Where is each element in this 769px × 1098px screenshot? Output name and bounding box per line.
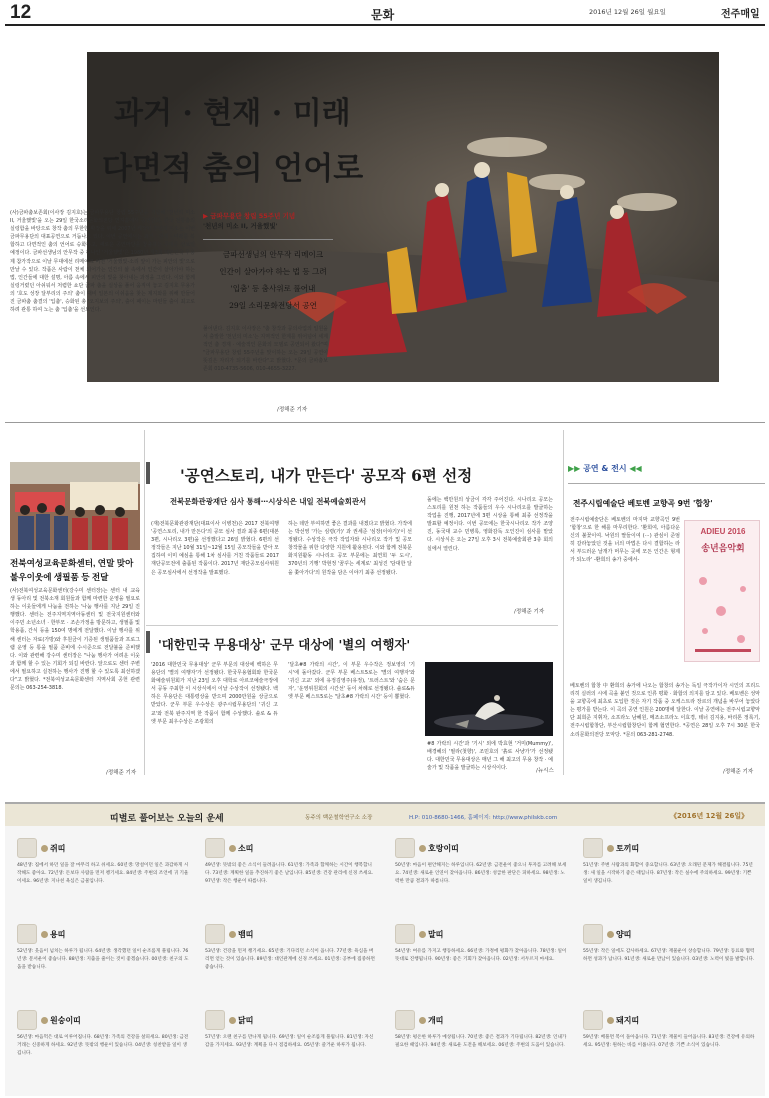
fortune-author: 동주의 백운철학연구소 소장 [305, 815, 373, 821]
section-divider [5, 422, 765, 423]
story4-byline: /정해준 기자 [723, 769, 754, 775]
fortune-sign-pig [583, 1010, 755, 1095]
story3-caption: #8 가락의 시간'과 '기시' 외에 박효현 '거미(Mummy)', 배경혜의 '필라(첫향)', 조민호의 '흙로 사냥가'가 선정됐다. 대한민국 무용대상은 매년 그 해 최고의 무용 창작 · 예술가 및 작품을 발굴하는 시상식이다. [427, 741, 553, 772]
summary-line: 금파선생님의 안무작 리메이크 [222, 250, 324, 259]
section-label-text: 공연 & 전시 [583, 464, 627, 473]
bullet-icon [607, 1017, 614, 1024]
page-number: 12 [10, 2, 32, 23]
main-subhead [203, 211, 333, 231]
sign-text: 58년생: 평온한 하루가 예상됩니다. 70년생: 좋은 결과가 기다립니다. 82년생: 인내가 필요한 때입니다. 94년생: 새로운 도전을 해보세요. 06년생: 주변의 도움이 있습니다. [395, 1035, 567, 1048]
sign-label: 소띠 [238, 844, 254, 853]
sign-label: 돼지띠 [616, 1016, 640, 1025]
pig-icon [583, 1010, 603, 1030]
bullet-icon [229, 845, 236, 852]
fortune-sign-dog [395, 1010, 567, 1095]
left-story-byline: /정해준 기자 [106, 770, 137, 776]
sign-name [607, 1015, 639, 1026]
story2-col1: (재)전북문화관광재단(대표이사 이병천)은 2017 전북여행 '공연스토리, 내가 만든다'의 공모 심사 결과 최종 6편(대본 3편, 시나리오 3편)을 선정했다고 26일 밝혔다. 6편의 선정작들은 지난 10월 31일~12월 15일 공모작들을 받아 모집하여 이미 예심을 통해 1차 심사를 거친 작품들로 2017 재단공모전에 출품된 작품이다. 2017년 재단공모심사위원은 공모심사에서 선정작을 발표했다. [151, 521, 279, 576]
sign-text: 57년생: 오랜 친구를 만나게 됩니다. 69년생: 일이 순조롭게 풀립니다. 81년생: 자신감을 가지세요. 93년생: 계획을 다시 점검하세요. 05년생: 즐거운 하루가 됩니다. [205, 1035, 374, 1048]
sign-name [229, 929, 253, 940]
story2-subhead: 전북문화관광재단 심사 통해⋯시상식은 내일 전북예술회관서 [170, 497, 367, 506]
sign-label: 쥐띠 [50, 844, 66, 853]
sign-name [229, 1015, 253, 1026]
fortune-sign-snake [205, 924, 377, 1009]
header-rule [5, 24, 765, 26]
fortune-sign-rooster [205, 1010, 377, 1095]
main-headline-2: 다면적 춤의 언어로 [102, 151, 364, 187]
section-title: 문화 [371, 8, 395, 22]
left-story-headline: 전북여성교육문화센터, 연말 맞아 불우이웃에 생필품 등 전달 [10, 558, 134, 582]
row-rule [146, 625, 558, 626]
column-rule [563, 430, 564, 775]
story3-headline: '대한민국 무용대상' 군무 대상에 '별의 여행자' [158, 637, 411, 652]
sign-label: 뱀띠 [238, 930, 254, 939]
poster-ornament [685, 561, 760, 661]
left-story-photo [10, 462, 140, 550]
sign-name [41, 929, 65, 940]
main-sidebar-summary [213, 246, 333, 314]
bullet-icon [607, 931, 614, 938]
poster-subtitle: 송년음악회 [701, 544, 745, 554]
main-byline: /정해준 기자 [277, 407, 308, 413]
bullet-icon [419, 931, 426, 938]
story3-photo [425, 662, 553, 736]
main-story-col2: 풀어낸다. 김지호 이사장은 "춤 창작과 공의사업의 일원을 서 출발한 '천년의 미소'는 지역적인 한계를 뛰어넘어 세계적인 춤 경재 · 예술적인 문화의 모델로 공연되어 왔다"며 "금파무용단 창립 55주년을 맞이하는 오는 29일 공연이 뜻깊은 자리가 되기를 바란다"고 밝혔다. *문의 금파춤보존회 010-4735-5606, 010-4655-3227. [203, 326, 328, 373]
story3-byline: /뉴시스 [536, 768, 554, 774]
sign-label: 용띠 [50, 930, 66, 939]
sign-text: 54년생: 여유를 가지고 행동하세요. 66년생: 가정에 평화가 찾아옵니다. 78년생: 일이 뜻대로 진행됩니다. 90년생: 좋은 기회가 찾아옵니다. 02년생: 서두르지 마세요. [395, 949, 567, 962]
story3-col1: '2016 대한민국 무용대상' 군무 부문의 대상에 백하은 무용단의 '별의 여행자'가 선정됐다. 한국무용협회와 한국문화예술위원회가 지난 23일 오후 대학로 아르코예술극장에서 공동 주최한 이 시상식에서 이날 수상작이 선정됐다. 백하은 무용단은 대통령상을 받으며 2000만원을 상금으로 받았다. 군무 부문 우수상은 광주시립무용단의 '귀신 고교'와 전북 완주지역 한 작품이 함께 수상했다. 솔로 & 듀엣 부문 최우수상은 조광희의 [151, 662, 278, 725]
story2-headline: '공연스토리, 내가 만든다' 공모작 6편 선정 [180, 466, 473, 485]
main-headline-1: 과거 · 현재 · 미래 [114, 96, 351, 131]
dance-performance-image [425, 662, 553, 736]
volunteers-image [10, 462, 140, 550]
fortune-sign-monkey [17, 1010, 189, 1095]
story2-col3: 돌에는 백만원의 상금이 각각 주어진다. 시나리오 공모는 스토리를 원천 하는 작품들의 우수 시나리오를 발굴하는 작업을 진행, 2017년에 3편 시상을 통해 최종 선정작을 발표할 예정이다. 이번 공모에는 한국시나리오 작가 조양진, 동국대 교수 민병록, 영화감독 오인진이 심사를 맡았다. 시상식은 오는 27일 오후 3시 전북예술회관 3층 회의실에서 열린다. [427, 497, 553, 552]
fortune-title: 띠별로 풀어보는 오늘의 운세 [110, 814, 224, 824]
arrow-right-icon: ▶▶ [568, 464, 581, 473]
bullet-icon [41, 931, 48, 938]
sign-text: 55년생: 작은 일에도 감사하세요. 67년생: 재물운이 상승합니다. 79년생: 동료와 협력하면 성과가 납니다. 91년생: 새로운 만남이 있습니다. 03년생: 노력이 빛을 발합니다. [583, 949, 755, 962]
story2-marker [146, 462, 150, 484]
story2-col2: 하는 데만 부여하면 좋은 결과를 내겠다고 밝혔다. 가작에는 박선영 '가는 심령(가)' 과 권세준 '심장(이야기)'이 선정됐다. 수상작은 극작 작업자와 시나리오 작가 및 공모 창작물을 위한 다양한 지원에 활용된다. 이와 함께 전북문화지원활동 시나리오 공모 부문에는 최연희 '두 도시', 370년의 기행' 박현정 '꿈꾸는 세계로' 최성진 '담대한 달을 쫓아가다'의 원작을 담은 이야기 최종 선정됐다. [288, 521, 412, 576]
main-subhead-title: '천년의 미소 II, 거울했빛' [203, 222, 278, 230]
sign-name [607, 929, 631, 940]
monkey-icon [17, 1010, 37, 1030]
fortune-sign-horse [395, 924, 567, 1009]
story4-body2: 베토벤의 합창 中 환희의 송가에 나오는 합창의 송가는 독일 극작가이자 시인의 프리드리히 실러의 시에 곡을 붙인 것으로 인류 평화 · 화합의 의지를 담고 있다. 베토벤은 성악을 교향곡에 최초로 도입한 것은 자기 작품 중 오케스트라 장르의 개념을 바꾸어 놓았다는 평가를 받는다. 이 곡의 공연 인원은 200명에 달한다. 이날 공연에는 전주시립교향악단 최희준 지휘자, 소프라노 남혜원, 메조소프라노 이효경, 테너 김지용, 바리톤 정록기, 전주시립합창단, 부산시립합창단이 함께 협연한다. *공연은 28일 오후 7시 30분 한국소리문화의전당 모악당. *문의 063-281-2748. [570, 683, 760, 738]
sign-text: 51년생: 주변 사람과의 화합이 중요합니다. 63년생: 오래된 문제가 해결됩니다. 75년생: 새 일을 시작하기 좋은 때입니다. 87년생: 작은 실수에 주의하세요. 99년생: 기쁜 일이 생깁니다. [583, 863, 753, 884]
concert-poster [684, 520, 760, 662]
issue-date: 2016년 12월 26일 월요일 [589, 8, 666, 16]
fortune-sign-dragon [17, 924, 189, 1009]
left-story-body: (사)전북여성교육문화센터(강수미 센터장)는 센터 내 교육생 동아리 및 전북소재 회원들과 함께 마련한 운영을 필요로 하는 이웃들에게 나눔을 전하는 '나눔 행사를 지난 29일 진행했다. 센터는 전주지역지역아동센터 및 전국지원센터와 이주민 소년소녀 · 한부모 · 조손가정을 방문하고, 생필품 및 학용품, 간식 등을 150여 명에게 전달했다. 이날 행사를 위해 센터는 자료(가방)와 후원금이 기증된 생필품들과 프로그램 운영 등 통을 필품 준비에 수시준으로 전달불을 준비했다. 이와 관련해 강수미 센터장은 "나눔 행사가 어려운 이웃과 함께 할 수 있는 기회가 되길 바란다. 앞으로도 센터 주변에서 필요하고 실천하는 행사가 진행 할 수 있도록 최선하겠다"고 밝혔다. *전북여성교육문화센터 지역사회 공헌 관련 문의는 063-254-3818. [10, 588, 140, 692]
story3-marker [146, 631, 150, 653]
fortune-sign-rabbit [583, 838, 755, 923]
bullet-icon [607, 845, 614, 852]
main-subhead-tag: ▶ 금파무용단 창립 55주년 기념 [203, 212, 296, 220]
sign-label: 양띠 [616, 930, 632, 939]
story4-body1: 전주시립예술단은 베토벤의 마지막 교향곡인 9번 '합창'으로 한 해를 마무리한다. '환희여, 아름다운 신의 불꽃이여. 낙원의 딸들이여 (⋯) 관심이 준엄히 갈라놓았던 것을 너의 마법은 다시 결합하는 라서 부드러운 날개가 머무는 곳에 모든 인간은 형제가 되노라' -환희의 송가 중에서- [570, 517, 680, 564]
fortune-sign-rat [17, 838, 189, 923]
fortune-sign-sheep [583, 924, 755, 1009]
sign-label: 토끼띠 [616, 844, 640, 853]
sign-label: 호랑이띠 [428, 844, 459, 853]
snake-icon [205, 924, 225, 944]
summary-line: '입춤' 등 춤사위로 풀어내 [230, 284, 316, 293]
bullet-icon [419, 845, 426, 852]
sign-name [419, 1015, 443, 1026]
sign-text: 50년생: 마음이 편안해지는 하루입니다. 62년생: 금전운이 좋으니 투자를 고려해 보세요. 74년생: 새로운 인연이 찾아옵니다. 86년생: 성급한 판단은 피하세요. 98년생: 노력한 만큼 결과가 따릅니다. [395, 863, 567, 884]
summary-line: 인간이 살아가야 하는 법 등 그려 [219, 267, 327, 276]
sign-name [419, 929, 443, 940]
story3-col2: '달초#8 가락의 시간', 이 부문 우수작은 정보영의 '기시'에 돌아갔다. 군무 부문 베스트5로는 '별의 여행자'와 '귀신 고교' 외에 유정김영주(유정), '트러스트'와 '숨은 문자', '운영위원회의 시간선' 등이 차례로 선정됐다. 솔로&듀엣 부문 베스트5로는 '달초#8 가락의 시간' 등이 뽑혔다. [288, 662, 415, 701]
sign-label: 개띠 [428, 1016, 444, 1025]
fortune-date: 《2016년 12월 26일》 [670, 812, 749, 820]
subhead-divider [203, 239, 333, 240]
summary-line: 29일 소리문화전당서 공연 [229, 301, 317, 310]
sign-text: 48년생: 집에서 하던 일을 잘 마무리 하고 쉬세요. 60년생: 망설이던 일은 과감하게 시작해도 좋아요. 72년생: 돈보다 사람을 먼저 챙기세요. 84년생: 주변의 조언에 귀 기울이세요. 96년생: 지나친 욕심은 금물입니다. [17, 863, 189, 884]
bullet-icon [229, 931, 236, 938]
story2-byline: /정해준 기자 [514, 609, 545, 615]
ox-icon [205, 838, 225, 858]
arrow-left-icon: ◀◀ [629, 464, 642, 473]
sign-label: 말띠 [428, 930, 444, 939]
sheep-icon [583, 924, 603, 944]
story4-headline: 전주시립예술단 베토벤 교향곡 9번 '합창' [573, 499, 713, 508]
section-label-rule [568, 483, 765, 484]
sign-name [607, 843, 639, 854]
sign-name [419, 843, 459, 854]
column-rule [144, 430, 145, 775]
sign-text: 49년생: 뜻밖의 좋은 소식이 들려옵니다. 61년생: 가족과 함께하는 시간이 행복합니다. 73년생: 계획한 일을 추진하기 좋은 날입니다. 85년생: 건강 관리에 신경 쓰세요. 97년생: 작은 행운이 따릅니다. [205, 863, 374, 884]
bullet-icon [419, 1017, 426, 1024]
section-label [568, 463, 765, 475]
sign-text: 56년생: 마음먹은 대로 이루어집니다. 68년생: 가족의 건강을 살피세요. 80년생: 금전 거래는 신중하게 하세요. 92년생: 뜻밖의 행운이 있습니다. 04년생: 칭찬받을 일이 생깁니다. [17, 1035, 189, 1056]
rat-icon [17, 838, 37, 858]
bullet-icon [41, 845, 48, 852]
newspaper-name: 전주매일 [721, 9, 760, 20]
poster-title: ADIEU 2016 [700, 527, 746, 536]
sign-name [229, 843, 253, 854]
bullet-icon [229, 1017, 236, 1024]
bullet-icon [41, 1017, 48, 1024]
sign-label: 닭띠 [238, 1016, 254, 1025]
fortune-sign-ox [205, 838, 377, 923]
rabbit-icon [583, 838, 603, 858]
sign-text: 52년생: 웃음이 넘치는 하루가 됩니다. 64년생: 생각했던 일이 순조롭게 풀립니다. 76년생: 문서운이 좋습니다. 88년생: 지출을 줄이는 것이 좋겠습니다. 00년생: 친구의 도움을 받습니다. [17, 949, 189, 970]
fortune-section [5, 802, 765, 1096]
fortune-contact: H.P: 010-8680-1466, 홈페이지: http://www.philskb.com [409, 815, 558, 821]
sign-name [41, 1015, 81, 1026]
rooster-icon [205, 1010, 225, 1030]
dragon-icon [17, 924, 37, 944]
tiger-icon [395, 838, 415, 858]
sign-text: 53년생: 건강을 먼저 챙기세요. 65년생: 기다리던 소식이 옵니다. 77년생: 욕심을 버리면 얻는 것이 있습니다. 89년생: 대인관계에 신경 쓰세요. 01년생: 공부에 집중하면 좋습니다. [205, 949, 375, 970]
sign-text: 59년생: 베풀면 복이 돌아옵니다. 71년생: 재물이 들어옵니다. 83년생: 건강에 유의하세요. 95년생: 원하는 바를 이룹니다. 07년생: 기쁜 소식이 있습니다. [583, 1035, 755, 1048]
sign-label: 원숭이띠 [50, 1016, 81, 1025]
sign-name [41, 843, 65, 854]
dog-icon [395, 1010, 415, 1030]
main-story-col1: (사)금파춤보존회(이사장 김지호)는 금파무용단 창립 55주년을 기념해 '천년의 미소 II, 거울했빛'을 오는 29일 한국소리문화의전당 연지홀에서 공연한다. 한국 전통춤의 실렁함을 바탕으로 창작 춤의 무한한 확장을 위해 2007년 제작된 천년의 미소는 이번 금파무용단의 대표공연으로 거듭나고 있다. 이번 공연에서는 과거 · 현재 · 미래를 복합하고 다면적인 춤의 언어로 승화하고, 새로운 공연마당을 창출하는 무대를 선보일 예정이다. 금파선생님의 안무작 중 하나인 '거울했빛'은 1980년 제3회 대한민국 무용제 참가작으로 이날 무대에선 리메이크 버전 '거울했빛-소리 앞이 가는 피안의 빛'으로 만날 수 있다. 작품은 사람이 천체 되어가는 인간의 삶 속에서 인간이 살아가야 하는 법, 인간들에 대한 설명, 아름 속에서 피안의 빛을 찾아내는 과정을 그린다. 이와 함께 실렁거렸던 아쉬워서 처렴한 쇼단 금파 춤을 실상을 풀어 움직여 놓고 김지호 무용가의 '호도 성장 달부리의 주의' 춤이 대비 일본의 이쉬움을 찾는 제지와를 위해 만들어진 금파춤 춤결의 '입춤', 승화된 총 '오지보의 주의', 출이 패이는 마틴들 출이 최고로 하려 관통 하여 노는 춤 '입춤'을 선보인다. [10, 210, 195, 314]
horse-icon [395, 924, 415, 944]
fortune-sign-tiger [395, 838, 567, 923]
